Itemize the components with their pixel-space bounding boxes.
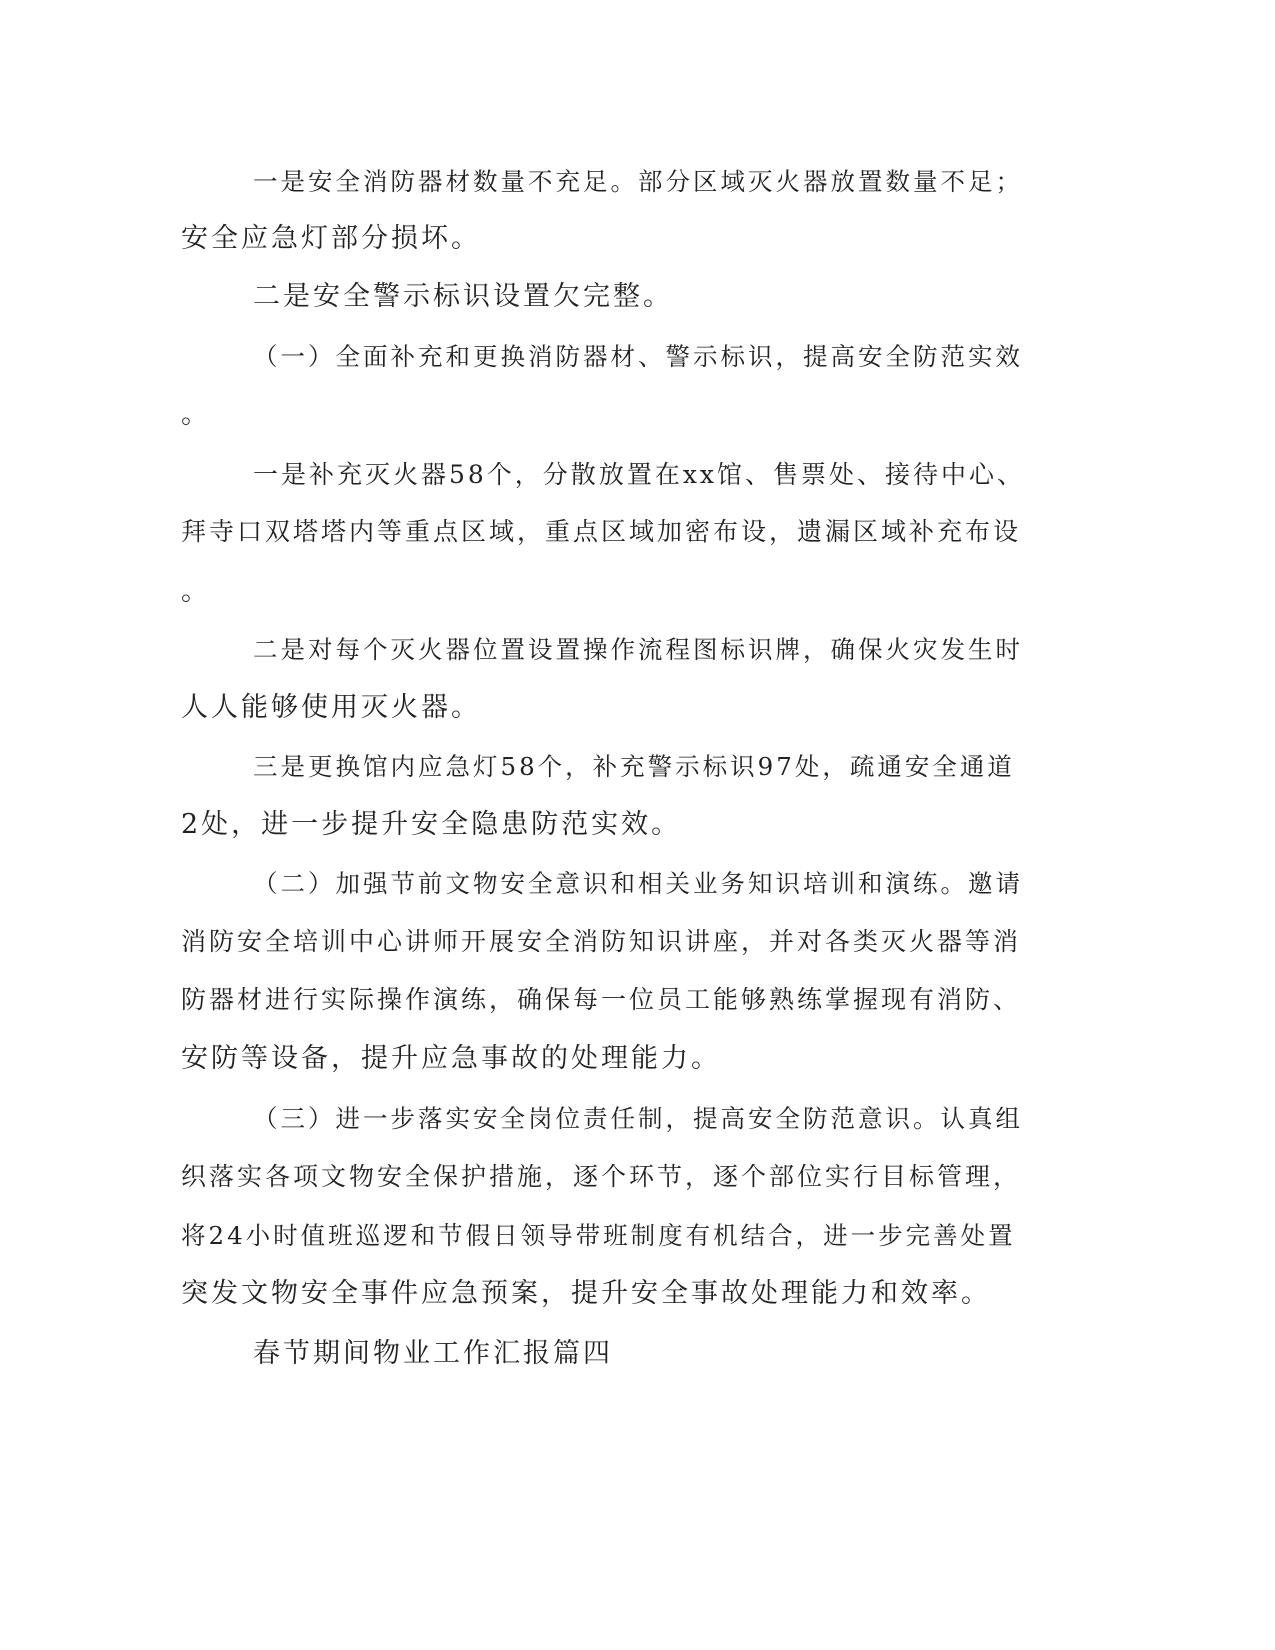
section-heading: 春节期间物业工作汇报篇四 (253, 1338, 613, 1369)
text-line: 二是对每个灭火器位置设置操作流程图标识牌，确保火灾发生时 (253, 635, 1023, 664)
text-line: 一是安全消防器材数量不充足。部分区域灭火器放置数量不足； (253, 167, 1023, 196)
text-line: 拜寺口双塔塔内等重点区域，重点区域加密布设，遗漏区域补充布设 (181, 517, 1022, 546)
text-line: 织落实各项文物安全保护措施，逐个环节，逐个部位实行目标管理， (181, 1162, 1022, 1191)
text-line: 安防等设备，提升应急事故的处理能力。 (181, 1043, 721, 1074)
text-line: 。 (181, 576, 211, 607)
text-line: 一是补充灭火器58个，分散放置在xx馆、售票处、接待中心、 (253, 460, 1026, 489)
text-line: 防器材进行实际操作演练，确保每一位员工能够熟练掌握现有消防、 (181, 985, 1022, 1014)
text-line: 2处，进一步提升安全隐患防范实效。 (181, 809, 682, 840)
text-line: 安全应急灯部分损坏。 (181, 223, 481, 254)
text-line: 人人能够使用灭火器。 (181, 692, 481, 723)
text-line: （一）全面补充和更换消防器材、警示标识，提高安全防范实效 (253, 342, 1023, 371)
text-line: 三是更换馆内应急灯58个，补充警示标识97处，疏通安全通道 (253, 752, 1015, 781)
text-line: 消防安全培训中心讲师开展安全消防知识讲座，并对各类灭火器等消 (181, 927, 1022, 956)
text-line: 将24小时值班巡逻和节假日领导带班制度有机结合，进一步完善处置 (181, 1221, 1016, 1250)
text-line: （三）进一步落实安全岗位责任制，提高安全防范意识。认真组 (253, 1104, 1023, 1133)
text-line: 。 (181, 399, 211, 430)
text-line: 二是安全警示标识设置欠完整。 (253, 281, 673, 312)
text-line: 突发文物安全事件应急预案，提升安全事故处理能力和效率。 (181, 1278, 991, 1309)
text-line: （二）加强节前文物安全意识和相关业务知识培训和演练。邀请 (253, 869, 1023, 898)
